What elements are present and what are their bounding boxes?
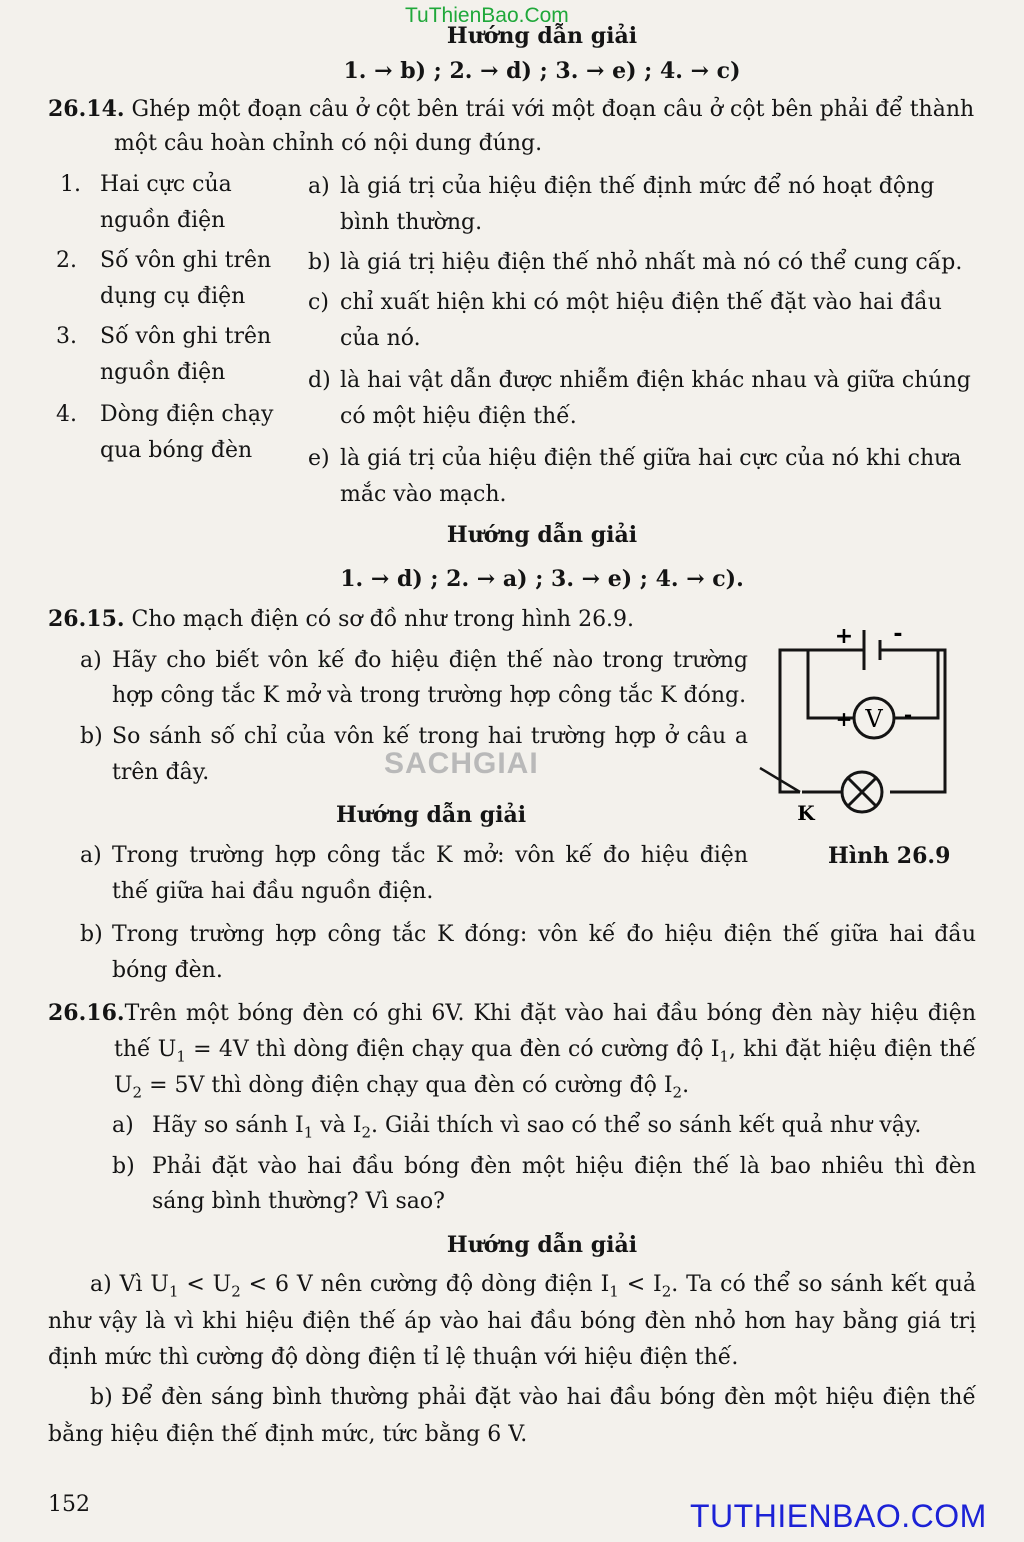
battery-minus: - (893, 622, 903, 647)
left-item-2-line2: dụng cụ điện (100, 284, 246, 309)
problem-26-16-line1: 26.16.Trên một bóng đèn có ghi 6V. Khi đặt vào hai đầu bóng đèn này hiệu điện (48, 1000, 976, 1026)
q26-15-b-label: b) (80, 724, 103, 749)
problem-26-14-line2: một câu hoàn chỉnh có nội dung đúng. (114, 131, 543, 156)
voltmeter-plus: + (835, 707, 853, 731)
left-item-1-number: 1. (60, 172, 81, 197)
q26-16-b-label: b) (112, 1154, 135, 1179)
problem-26-16-line3: $U_2 = 5V$ thì dòng điện chạy qua đèn có cường độ $I_2$. (114, 1073, 690, 1102)
a26-15-a-line2: thế giữa hai đầu nguồn điện. (112, 879, 434, 904)
problem-26-14-line1: 26.14. Ghép một đoạn câu ở cột bên trái với một đoạn câu ở cột bên phải để thành (48, 96, 975, 122)
q26-15-b-line1: So sánh số chỉ của vôn kế trong hai trường hợp ở câu a (112, 724, 748, 749)
a26-15-a-label: a) (80, 843, 102, 868)
a26-15-a-line1: Trong trường hợp công tắc K mở: vôn kế đo hiệu điện (112, 843, 748, 868)
left-item-3-line1: Số vôn ghi trên (100, 324, 272, 349)
q26-16-a-label: a) (112, 1113, 134, 1138)
guide-heading-2: Hướng dẫn giải (446, 522, 638, 548)
voltmeter-label: V (865, 705, 883, 733)
figure-caption: Hình 26.9 (828, 843, 951, 869)
q26-15-a-line1: Hãy cho biết vôn kế đo hiệu điện thế nào trong trường (112, 648, 748, 673)
right-item-b-line1: là giá trị hiệu điện thế nhỏ nhất mà nó có thể cung cấp. (340, 250, 963, 275)
right-item-d-line1: là hai vật dẫn được nhiễm điện khác nhau và giữa chúng (340, 368, 971, 393)
right-item-c-line1: chỉ xuất hiện khi có một hiệu điện thế đặt vào hai đầu (340, 290, 942, 315)
problem-number: 26.14. (48, 96, 125, 122)
answer-26-14: 1. → d) ; 2. → a) ; 3. → e) ; 4. → c). (340, 566, 744, 592)
answer-26-16-a-line1: a) Vì $U_1 < U_2 < 6$ V nên cường độ dòng điện $I_1 < I_2$. Ta có thể so sánh kết quả (90, 1272, 976, 1301)
q26-15-a-label: a) (80, 648, 102, 673)
a26-15-b-line2: bóng đèn. (112, 958, 223, 983)
right-item-a-line2: bình thường. (340, 210, 483, 235)
answer-26-13: 1. → b) ; 2. → d) ; 3. → e) ; 4. → c) (343, 58, 741, 84)
left-item-2-line1: Số vôn ghi trên (100, 248, 272, 273)
guide-heading-4: Hướng dẫn giải (446, 1232, 638, 1258)
right-item-b-label: b) (308, 250, 331, 275)
left-item-2-number: 2. (56, 248, 77, 273)
left-item-4-number: 4. (56, 402, 77, 427)
watermark-bottom: TUTHIENBAO.COM (690, 1498, 987, 1534)
right-item-c-label: c) (308, 290, 329, 315)
right-item-e-line1: là giá trị của hiệu điện thế giữa hai cực của nó khi chưa (340, 446, 962, 471)
problem-26-15-line1: 26.15. Cho mạch điện có sơ đồ như trong hình 26.9. (48, 606, 635, 632)
a26-15-b-line1: Trong trường hợp công tắc K đóng: vôn kế đo hiệu điện thế giữa hai đầu (112, 922, 976, 947)
right-item-c-line2: của nó. (340, 326, 421, 351)
left-item-4-line2: qua bóng đèn (100, 438, 253, 463)
q26-15-b-line2: trên đây. (112, 760, 210, 785)
watermark-top: TuThienBao.Com (405, 4, 569, 27)
right-item-e-line2: mắc vào mạch. (340, 482, 507, 507)
answer-26-16-b-line2: bằng hiệu điện thế định mức, tức bằng 6 V. (48, 1422, 528, 1447)
left-item-1-line2: nguồn điện (100, 208, 226, 233)
guide-heading-1: Hướng dẫn giải (446, 23, 638, 49)
left-item-3-line2: nguồn điện (100, 360, 226, 385)
answer-26-16-a-line3: định mức thì cường độ dòng điện tỉ lệ thuận với hiệu điện thế. (48, 1345, 739, 1370)
battery-plus: + (834, 624, 854, 649)
page-number: 152 (48, 1492, 90, 1517)
right-item-d-line2: có một hiệu điện thế. (340, 404, 577, 429)
switch-label: K (797, 801, 815, 825)
watermark-middle: SACHGIAI (384, 747, 539, 780)
a26-15-b-label: b) (80, 922, 103, 947)
guide-heading-3: Hướng dẫn giải (336, 802, 527, 828)
left-item-3-number: 3. (56, 324, 77, 349)
problem-number: 26.15. (48, 606, 125, 632)
problem-26-16-line2: thế $U_1 = 4V$ thì dòng điện chạy qua đèn có cường độ $I_1$, khi đặt hiệu điện thế (114, 1037, 976, 1066)
right-item-a-line1: là giá trị của hiệu điện thế định mức để nó hoạt động (340, 174, 935, 199)
q26-15-a-line2: hợp công tắc K mở và trong trường hợp công tắc K đóng. (112, 683, 747, 708)
right-item-e-label: e) (308, 446, 330, 471)
right-item-a-label: a) (308, 174, 330, 199)
answer-26-16-a-line2: như vậy là vì khi hiệu điện thế áp vào hai đầu bóng đèn nhỏ hơn hay bằng giá trị (48, 1309, 976, 1334)
problem-number: 26.16. (48, 1000, 125, 1026)
q26-16-b-line2: sáng bình thường? Vì sao? (152, 1189, 445, 1214)
left-item-1-line1: Hai cực của (100, 172, 232, 197)
right-item-d-label: d) (308, 368, 331, 393)
answer-26-16-b-line1: b) Để đèn sáng bình thường phải đặt vào hai đầu bóng đèn một hiệu điện thế (90, 1385, 976, 1410)
q26-16-a-text: Hãy so sánh $I_1$ và $I_2$. Giải thích vì sao có thể so sánh kết quả như vậy. (152, 1113, 922, 1142)
voltmeter-minus: - (903, 703, 913, 727)
left-item-4-line1: Dòng điện chạy (100, 402, 274, 427)
q26-16-b-line1: Phải đặt vào hai đầu bóng đèn một hiệu điện thế là bao nhiêu thì đèn (152, 1154, 976, 1179)
circuit-diagram (740, 618, 970, 828)
